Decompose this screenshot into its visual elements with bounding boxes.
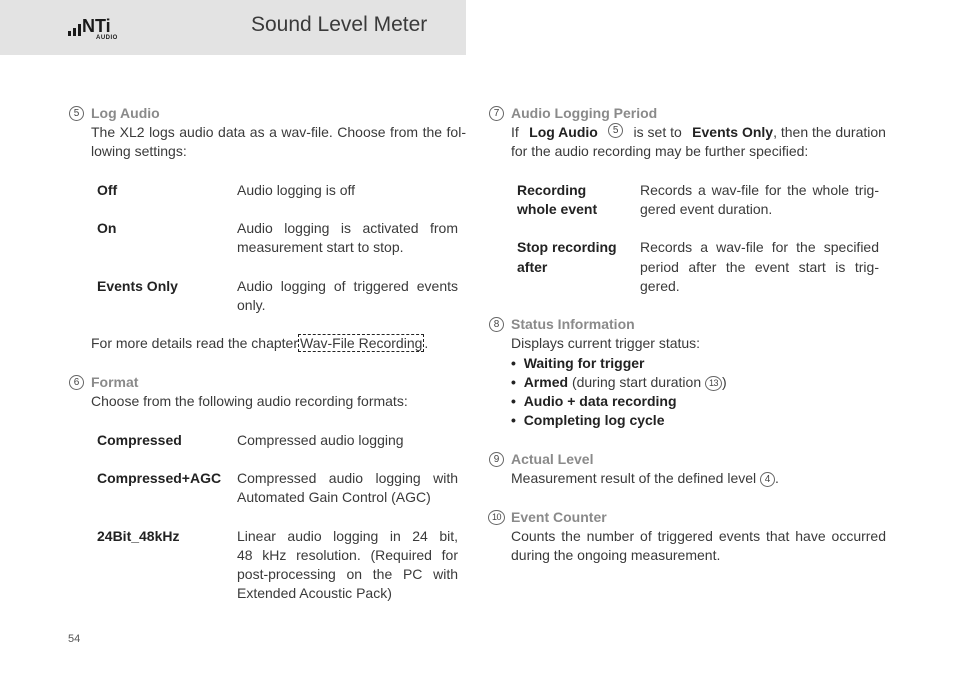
format-compressed-agc-desc-2: Automated Gain Control (AGC) [237,489,431,505]
format-compressed-name: Compressed [97,432,182,448]
event-counter-heading: Event Counter [511,509,607,525]
format-24bit-desc-3: post-processing on the PC with [237,566,458,582]
period-is-set-to: is set to [633,124,682,140]
format-compressed-agc-desc-1: Compressed audio logging with [237,470,458,486]
option-off-desc: Audio logging is off [237,182,356,198]
section-number-8: 8 [489,317,504,332]
option-events-only-name: Events Only [97,278,178,294]
status-bullet-recording: • Audio + data recording [511,393,677,409]
page-header [0,0,466,55]
period-then: , then the duration [773,124,886,140]
period-ref-5: 5 [608,123,623,138]
status-armed-end: ) [722,374,727,390]
stop-recording-after-desc-3: gered. [640,278,680,294]
format-24bit-desc-1: Linear audio logging in 24 bit, [237,528,458,544]
option-events-only-desc-2: only. [237,297,266,313]
logo-text: NTi [82,16,111,36]
recording-whole-event-name-2: whole event [517,201,598,217]
audio-logging-period-line-2: for the audio recording may be further specified: [511,143,809,159]
status-completing-label: Completing log cycle [523,412,665,428]
actual-level-desc: Measurement result of the defined level [511,470,757,486]
format-compressed-desc: Compressed audio logging [237,432,404,448]
recording-whole-event-desc-1: Records a wav-file for the whole trig- [640,182,879,198]
format-24bit-desc-2: 48 kHz resolution. (Required for [237,547,458,563]
option-on-desc-1: Audio logging is activated from [237,220,458,236]
status-bullet-waiting: • Waiting for trigger [511,355,645,371]
stop-recording-after-desc-2: period after the event start is trig- [640,259,879,275]
recording-whole-event-desc-2: gered event duration. [640,201,773,217]
log-audio-heading: Log Audio [91,105,160,121]
stop-recording-after-desc-1: Records a wav-file for the specified [640,239,879,255]
period-if: If [511,124,519,140]
option-on-name: On [97,220,117,236]
section-number-6: 6 [69,375,84,390]
format-heading: Format [91,374,139,390]
audio-logging-period-line-1 [511,123,886,142]
page-number: 54 [68,633,81,645]
status-armed-label: Armed [523,374,569,390]
log-audio-desc-2: lowing settings: [91,143,187,159]
status-armed-rest: (during start duration [571,374,702,390]
more-details-line [91,334,428,353]
format-compressed-agc-name: Compressed+AGC [97,470,222,486]
status-bullet-completing: • Completing log cycle [511,412,665,428]
period-events-only: Events Only [692,124,774,140]
status-armed-ref-13: 13 [705,376,722,391]
stop-recording-after-name-2: after [517,259,548,275]
section-number-9: 9 [489,452,504,467]
status-information-heading: Status Information [511,316,635,332]
event-counter-desc-2: during the ongoing measurement. [511,547,721,563]
status-waiting-label: Waiting for trigger [523,355,645,371]
page-title: Sound Level Meter [251,13,428,36]
audio-logging-period-heading: Audio Logging Period [511,105,658,121]
section-number-7: 7 [489,106,504,121]
format-24bit-desc-4: Extended Acoustic Pack) [237,585,392,601]
nti-audio-logo [68,18,128,44]
event-counter-desc-1: Counts the number of triggered events that have occurred [511,528,886,544]
actual-level-end: . [775,470,779,486]
actual-level-desc-line [511,469,779,488]
status-information-desc: Displays current trigger status: [511,335,701,351]
status-recording-label: Audio + data recording [523,393,677,409]
more-details-text: For more details read the chapter [91,335,298,351]
actual-level-heading: Actual Level [511,451,594,467]
more-details-end: . [424,335,429,351]
section-number-5: 5 [69,106,84,121]
option-off-name: Off [97,182,118,198]
logo-sub: AUDIO [96,35,118,41]
option-on-desc-2: measurement start to stop. [237,239,404,255]
format-desc: Choose from the following audio recording formats: [91,393,408,409]
actual-level-ref-4: 4 [760,472,775,487]
wav-file-recording-link[interactable]: Wav-File Recording [300,335,423,351]
section-number-10: 10 [488,510,505,525]
period-log-audio: Log Audio [529,124,598,140]
status-bullet-armed: • Armed (during start duration 13 ) [511,374,727,390]
log-audio-desc-1: The XL2 logs audio data as a wav-file. Choose from the fol- [91,124,466,140]
stop-recording-after-name-1: Stop recording [517,239,617,255]
recording-whole-event-name-1: Recording [517,182,587,198]
option-events-only-desc-1: Audio logging of triggered events [237,278,458,294]
format-24bit-name: 24Bit_48kHz [97,528,180,544]
